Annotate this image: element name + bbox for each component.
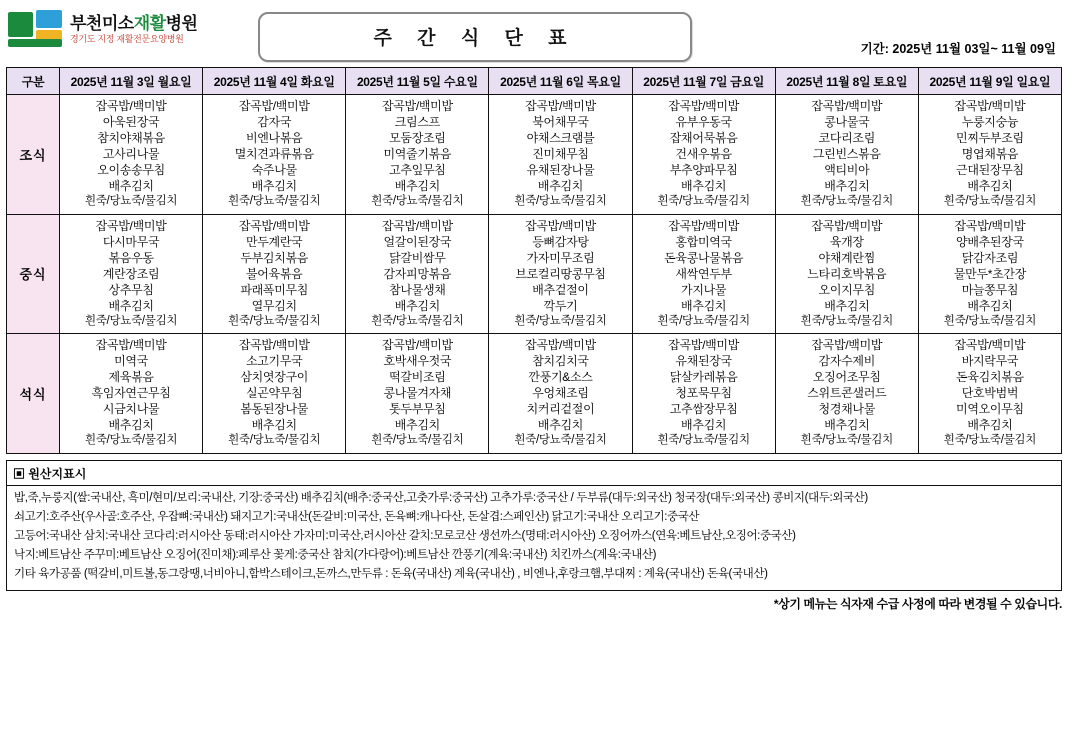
menu-item: 액티비아 bbox=[824, 163, 870, 177]
table-row bbox=[7, 95, 1062, 215]
menu-item: 북어채무국 bbox=[532, 115, 589, 129]
menu-cell bbox=[632, 95, 775, 215]
menu-item: 흰죽/당뇨죽/물김치 bbox=[943, 195, 1037, 207]
menu-item: 다시마무국 bbox=[102, 234, 160, 249]
menu-item: 잡곡밥/백미밥 bbox=[381, 338, 453, 352]
column-header-mon: 2025년 11월 3일 월요일 bbox=[60, 68, 203, 95]
menu-item: 아욱된장국 bbox=[102, 115, 160, 129]
column-header-sun: 2025년 11월 9일 일요일 bbox=[918, 68, 1061, 95]
menu-item: 돈육콩나물볶음 bbox=[664, 250, 744, 265]
menu-item: 흑임자연근무침 bbox=[91, 386, 171, 400]
menu-item: 잡곡밥/백미밥 bbox=[668, 99, 740, 113]
menu-item: 치커리겉절이 bbox=[526, 402, 595, 416]
menu-item: 잡곡밥/백미밥 bbox=[95, 218, 167, 233]
menu-item: 배추김치 bbox=[108, 179, 154, 193]
table-row bbox=[7, 334, 1062, 454]
logo-mark-icon bbox=[8, 10, 64, 50]
weekly-menu-table bbox=[6, 67, 1062, 454]
menu-item: 감자국 bbox=[257, 115, 292, 129]
menu-cell bbox=[489, 214, 632, 334]
menu-item: 근대된장무침 bbox=[956, 163, 1024, 177]
menu-item: 배추김치 bbox=[394, 418, 440, 432]
menu-item: 물만두*초간장 bbox=[953, 266, 1026, 281]
menu-item: 감자수제비 bbox=[818, 354, 875, 368]
menu-item: 파래폭미무침 bbox=[240, 282, 309, 297]
menu-item: 봄동된장나물 bbox=[240, 402, 309, 416]
menu-item: 제육볶음 bbox=[108, 370, 154, 384]
menu-item: 양배추된장국 bbox=[956, 234, 1024, 249]
menu-item: 미역국 bbox=[114, 354, 149, 368]
column-header-wed: 2025년 11월 5일 수요일 bbox=[346, 68, 489, 95]
menu-item: 잡곡밥/백미밥 bbox=[238, 338, 310, 352]
menu-item: 배추김치 bbox=[824, 418, 870, 432]
footnote: *상기 메뉴는 식자재 수급 사정에 따라 변경될 수 있습니다. bbox=[773, 596, 1062, 611]
menu-cell bbox=[203, 334, 346, 454]
column-header-sat: 2025년 11월 8일 토요일 bbox=[775, 68, 918, 95]
menu-item: 고추쌈장무침 bbox=[669, 402, 738, 416]
menu-item: 가지나물 bbox=[681, 282, 727, 297]
menu-item: 진미채무침 bbox=[532, 147, 589, 161]
menu-cell bbox=[632, 214, 775, 334]
menu-item: 브로컬리땅콩무침 bbox=[515, 266, 606, 281]
menu-cell bbox=[489, 95, 632, 215]
menu-item: 잡곡밥/백미밥 bbox=[525, 218, 596, 233]
menu-item: 그린빈스볶음 bbox=[812, 147, 881, 161]
menu-item: 계란장조림 bbox=[102, 266, 160, 281]
menu-item: 호박새우젓국 bbox=[383, 354, 452, 368]
menu-item: 가자미무조림 bbox=[526, 250, 595, 265]
column-header-fri: 2025년 11월 7일 금요일 bbox=[632, 68, 775, 95]
menu-item: 마늘쫑무침 bbox=[961, 282, 1019, 297]
menu-item: 배추김치 bbox=[537, 179, 584, 193]
menu-item: 오이지무침 bbox=[818, 282, 875, 297]
menu-item: 흰죽/당뇨죽/물김치 bbox=[943, 314, 1037, 327]
menu-item: 우엉채조림 bbox=[532, 386, 589, 400]
menu-item: 배추김치 bbox=[108, 418, 154, 432]
menu-item: 잡곡밥/백미밥 bbox=[954, 99, 1026, 113]
menu-item: 시금치나물 bbox=[102, 402, 160, 416]
menu-item: 비엔나볶음 bbox=[245, 131, 303, 145]
menu-item: 잡곡밥/백미밥 bbox=[954, 338, 1026, 352]
menu-item: 잡곡밥/백미밥 bbox=[381, 218, 453, 233]
menu-item: 상추무침 bbox=[108, 282, 154, 297]
menu-item: 흰죽/당뇨죽/물김치 bbox=[800, 314, 893, 327]
menu-cell bbox=[918, 214, 1061, 334]
column-header-gubun: 구분 bbox=[7, 68, 60, 95]
table-row bbox=[7, 214, 1062, 334]
origin-line: 낙지:베트남산 주꾸미:베트남산 오징어(진미채):페루산 꽃게:중국산 참치(가다랑어):베트남산 깐풍기(계육:국내산) 치킨까스(계육:국내산) bbox=[14, 549, 657, 562]
menu-item: 흰죽/당뇨죽/물김치 bbox=[371, 195, 464, 207]
menu-item: 잡곡밥/백미밥 bbox=[238, 99, 310, 113]
menu-item: 흰죽/당뇨죽/물김치 bbox=[514, 314, 607, 327]
menu-item: 얼갈이된장국 bbox=[383, 234, 452, 249]
menu-item: 배추김치 bbox=[251, 179, 297, 193]
menu-item: 건새우볶음 bbox=[675, 147, 732, 161]
menu-item: 멸치견과류볶음 bbox=[234, 147, 314, 161]
hospital-logo bbox=[8, 6, 258, 50]
menu-cell bbox=[918, 95, 1061, 215]
menu-item: 소고기무국 bbox=[245, 354, 303, 368]
menu-item: 흰죽/당뇨죽/물김치 bbox=[228, 314, 321, 327]
menu-cell bbox=[60, 214, 203, 334]
menu-cell bbox=[775, 214, 918, 334]
menu-item: 느타리호박볶음 bbox=[807, 266, 887, 281]
menu-item: 흰죽/당뇨죽/물김치 bbox=[943, 434, 1037, 446]
menu-item: 누룽지숭늉 bbox=[961, 115, 1019, 129]
menu-item: 흰죽/당뇨죽/물김치 bbox=[228, 195, 321, 207]
menu-cell bbox=[203, 95, 346, 215]
menu-item: 배추김치 bbox=[394, 179, 440, 193]
menu-item: 스위트콘샐러드 bbox=[807, 386, 887, 400]
menu-item: 배추김치 bbox=[967, 179, 1013, 193]
document-title-box bbox=[258, 12, 692, 62]
menu-item: 부추양파무침 bbox=[669, 163, 738, 177]
menu-cell bbox=[60, 334, 203, 454]
origin-line: 밥,죽,누룽지(쌀:국내산, 흑미/현미/보리:국내산, 기장:중국산) 배추김치(배추:중국산,고춧가루:중국산) 고추가루:중국산 / 두부류(대두:외국산) 청국장(대두:외국산) 콩비지(대두:외국산) bbox=[14, 491, 868, 504]
menu-item: 배추김치 bbox=[251, 418, 297, 432]
menu-item: 잡곡밥/백미밥 bbox=[381, 99, 453, 113]
menu-item: 잡곡밥/백미밥 bbox=[95, 338, 167, 352]
menu-item: 미역줄기볶음 bbox=[383, 147, 452, 161]
menu-item: 실곤약무침 bbox=[245, 386, 303, 400]
menu-item: 잡곡밥/백미밥 bbox=[525, 338, 596, 352]
menu-item: 배추겉절이 bbox=[532, 282, 589, 297]
menu-item: 배추김치 bbox=[681, 298, 727, 313]
page-title: 주 간 식 단 표 bbox=[373, 28, 577, 49]
menu-item: 배추김치 bbox=[967, 298, 1013, 313]
menu-item: 야채계란찜 bbox=[818, 250, 875, 265]
origin-line: 쇠고기:호주산(우사골:호주산, 우잡뼈:국내산) 돼지고기:국내산(돈갈비:미국산, 돈육뼈:캐나다산, 돈살겹:스페인산) 닭고기:국내산 오리고기:중국산 bbox=[14, 510, 700, 523]
menu-item: 열무김치 bbox=[251, 298, 297, 313]
hospital-name-suffix: 병원 bbox=[165, 14, 198, 34]
menu-item: 잡곡밥/백미밥 bbox=[95, 99, 167, 113]
menu-item: 참치김치국 bbox=[532, 354, 589, 368]
menu-item: 닭갈비쌈무 bbox=[389, 250, 446, 265]
meal-label-1: 중식 bbox=[7, 214, 60, 334]
origin-title: ▣ 원산지표시 bbox=[7, 464, 1061, 486]
menu-item: 잡곡밥/백미밥 bbox=[668, 218, 740, 233]
menu-item: 닭감자조림 bbox=[961, 250, 1019, 265]
origin-info-box bbox=[6, 460, 1062, 591]
menu-item: 흰죽/당뇨죽/물김치 bbox=[371, 434, 464, 446]
menu-item: 오이송송무침 bbox=[97, 163, 165, 177]
menu-cell bbox=[489, 334, 632, 454]
menu-item: 고추잎무침 bbox=[389, 163, 446, 177]
menu-item: 잡곡밥/백미밥 bbox=[811, 218, 883, 233]
menu-item: 콩나물겨자채 bbox=[383, 386, 452, 400]
menu-item: 배추김치 bbox=[537, 418, 584, 432]
menu-item: 톳두부무침 bbox=[389, 402, 446, 416]
meal-label-2: 석식 bbox=[7, 334, 60, 454]
menu-cell bbox=[775, 334, 918, 454]
origin-line: 고등어:국내산 삼치:국내산 코다리:러시아산 동태:러시아산 가자미:미국산,러시아산 갈치:모로코산 생선까스(명태:러시아산) 오징어까스(연육:베트남산,오징어:중국산) bbox=[14, 529, 796, 542]
menu-item: 청경채나물 bbox=[818, 402, 875, 416]
document-header bbox=[6, 4, 1064, 64]
menu-item: 배추김치 bbox=[394, 298, 440, 313]
menu-item: 크림스프 bbox=[394, 115, 440, 129]
meal-label-0: 조식 bbox=[7, 95, 60, 215]
menu-item: 배추김치 bbox=[108, 298, 154, 313]
menu-item: 미역오이무침 bbox=[956, 402, 1024, 416]
menu-item: 잡곡밥/백미밥 bbox=[668, 338, 740, 352]
menu-item: 잡곡밥/백미밥 bbox=[525, 99, 596, 113]
table-header-row bbox=[7, 68, 1062, 95]
menu-cell bbox=[346, 95, 489, 215]
menu-item: 바지락무국 bbox=[961, 354, 1019, 368]
menu-item: 잡곡밥/백미밥 bbox=[811, 99, 883, 113]
menu-cell bbox=[632, 334, 775, 454]
menu-item: 만두계란국 bbox=[245, 234, 303, 249]
menu-item: 명엽채볶음 bbox=[961, 147, 1019, 161]
menu-item: 청포묵무침 bbox=[675, 386, 732, 400]
menu-item: 깐풍기&소스 bbox=[528, 370, 593, 384]
origin-line: 기타 육가공품 (떡갈비,미트볼,동그랑땡,너비아니,함박스테이크,돈까스,만두류 : 돈육(국내산) 계육(국내산) , 비엔나,후랑크햄,부대찌 : 계육(국내산) 돈육(국내산) bbox=[14, 568, 768, 581]
column-header-thu: 2025년 11월 6일 목요일 bbox=[489, 68, 632, 95]
menu-item: 콩나물국 bbox=[824, 115, 870, 129]
menu-item: 흰죽/당뇨죽/물김치 bbox=[800, 434, 893, 446]
menu-item: 숙주나물 bbox=[251, 163, 297, 177]
menu-item: 흰죽/당뇨죽/물김치 bbox=[84, 195, 178, 207]
column-header-tue: 2025년 11월 4일 화요일 bbox=[203, 68, 346, 95]
menu-item: 돈육김치볶음 bbox=[956, 370, 1024, 384]
hospital-name bbox=[70, 15, 197, 44]
menu-item: 유채된장국 bbox=[675, 354, 732, 368]
menu-item: 깍두기 bbox=[543, 298, 578, 313]
menu-item: 유부우동국 bbox=[675, 115, 732, 129]
menu-item: 야채스크램블 bbox=[526, 131, 595, 145]
menu-cell bbox=[60, 95, 203, 215]
hospital-name-prefix: 부천미소 bbox=[70, 14, 134, 34]
menu-item: 유채된장나물 bbox=[526, 163, 595, 177]
menu-item: 참치야채볶음 bbox=[97, 131, 165, 145]
hospital-subtitle: 경기도 지정 재활전문요양병원 bbox=[70, 34, 184, 45]
menu-cell bbox=[346, 334, 489, 454]
menu-cell bbox=[346, 214, 489, 334]
menu-item: 흰죽/당뇨죽/물김치 bbox=[228, 434, 321, 446]
menu-item: 육개장 bbox=[829, 234, 864, 249]
menu-item: 삼치엿장구이 bbox=[240, 370, 309, 384]
menu-item: 감자피망볶음 bbox=[383, 266, 452, 281]
menu-item: 흰죽/당뇨죽/물김치 bbox=[371, 314, 464, 327]
menu-item: 흰죽/당뇨죽/물김치 bbox=[657, 314, 750, 327]
menu-cell bbox=[918, 334, 1061, 454]
menu-item: 홍합미역국 bbox=[675, 234, 732, 249]
menu-item: 모둠장조림 bbox=[389, 131, 446, 145]
menu-item: 잡곡밥/백미밥 bbox=[238, 218, 310, 233]
menu-item: 새싹연두부 bbox=[675, 266, 732, 281]
menu-item: 흰죽/당뇨죽/물김치 bbox=[800, 195, 893, 207]
menu-item: 배추김치 bbox=[967, 418, 1013, 432]
menu-item: 불어육볶음 bbox=[245, 266, 303, 281]
menu-item: 두부김치볶음 bbox=[240, 250, 309, 265]
menu-item: 잡곡밥/백미밥 bbox=[954, 218, 1026, 233]
menu-item: 잡채어묵볶음 bbox=[669, 131, 738, 145]
menu-item: 단호박범벅 bbox=[961, 386, 1019, 400]
menu-item: 떡갈비조림 bbox=[389, 370, 446, 384]
hospital-name-accent: 재활 bbox=[133, 14, 166, 34]
period-label: 기간: 2025년 11월 03일~ 11월 09일 bbox=[860, 42, 1056, 56]
menu-item: 흰죽/당뇨죽/물김치 bbox=[514, 434, 607, 446]
menu-item: 등뼈감자탕 bbox=[532, 234, 589, 249]
menu-item: 민찌두부조림 bbox=[956, 131, 1024, 145]
menu-cell bbox=[203, 214, 346, 334]
menu-cell bbox=[775, 95, 918, 215]
menu-item: 오징어조무침 bbox=[812, 370, 881, 384]
menu-item: 흰죽/당뇨죽/물김치 bbox=[657, 195, 750, 207]
menu-item: 볶음우동 bbox=[108, 250, 154, 265]
menu-item: 닭살카레볶음 bbox=[669, 370, 738, 384]
menu-item: 배추김치 bbox=[681, 179, 727, 193]
menu-item: 배추김치 bbox=[824, 179, 870, 193]
menu-item: 흰죽/당뇨죽/물김치 bbox=[657, 434, 750, 446]
menu-item: 흰죽/당뇨죽/물김치 bbox=[84, 314, 178, 327]
menu-item: 코다리조림 bbox=[818, 131, 875, 145]
menu-item: 배추김치 bbox=[681, 418, 727, 432]
menu-item: 흰죽/당뇨죽/물김치 bbox=[514, 195, 607, 207]
menu-item: 잡곡밥/백미밥 bbox=[811, 338, 883, 352]
menu-item: 고사리나물 bbox=[102, 147, 160, 161]
menu-item: 배추김치 bbox=[824, 298, 870, 313]
menu-item: 참나물생채 bbox=[389, 282, 446, 297]
menu-item: 흰죽/당뇨죽/물김치 bbox=[84, 434, 178, 446]
